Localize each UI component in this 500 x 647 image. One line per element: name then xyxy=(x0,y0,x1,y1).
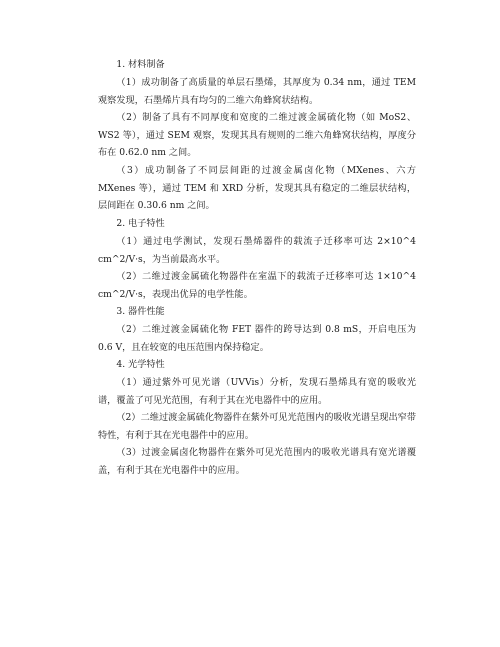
paragraph-graphene-mobility: （1）通过电学测试，发现石墨烯器件的载流子迁移率可达 2×10^4 cm^2/V·s，为当前最高水平。 xyxy=(98,236,416,265)
section-heading-optical: 4. 光学特性 xyxy=(116,359,165,370)
paragraph-tmd-absorption: （2）二维过渡金属硫化物器件在紫外可见光范围内的吸收光谱呈现出窄带特性，有利于其在光电器件中的应用。 xyxy=(98,412,416,441)
section-heading-device: 3. 器件性能 xyxy=(116,306,165,317)
paragraph-fet-performance: （2）二维过渡金属硫化物 FET 器件的跨导达到 0.8 mS，开启电压为 0.6 V，且在较宽的电压范围内保持稳定。 xyxy=(98,324,416,353)
paragraph-tmd-mobility: （2）二维过渡金属硫化物器件在室温下的载流子迁移率可达 1×10^4 cm^2/V·s，表现出优异的电学性能。 xyxy=(98,271,416,300)
paragraph-tmd-prep: （2）制备了具有不同厚度和宽度的二维过渡金属硫化物（如 MoS2、WS2 等），通过 SEM 观察，发现其具有规则的二维六角蜂窝状结构，厚度分布在 0.62.0 nm 之间。 xyxy=(98,112,416,159)
paragraph-mxene-prep: （3）成功制备了不同层间距的过渡金属卤化物（MXenes、六方 MXenes 等），通过 TEM 和 XRD 分析，发现其具有稳定的二维层状结构，层间距在 0.30.6 nm 之间。 xyxy=(98,165,416,212)
section-heading-materials: 1. 材料制备 xyxy=(116,59,165,70)
paragraph-halide-absorption: （3）过渡金属卤化物器件在紫外可见光范围内的吸收光谱具有宽光谱覆盖，有利于其在光电器件中的应用。 xyxy=(98,447,416,476)
paragraph-graphene-absorption: （1）通过紫外可见光谱（UVVis）分析，发现石墨烯具有宽的吸收光谱，覆盖了可见光范围，有利于其在光电器件中的应用。 xyxy=(98,377,416,406)
section-heading-electronic: 2. 电子特性 xyxy=(116,218,165,229)
paragraph-graphene-prep: （1）成功制备了高质量的单层石墨烯，其厚度为 0.34 nm，通过 TEM 观察发现，石墨烯片具有均匀的二维六角蜂窝状结构。 xyxy=(98,77,416,106)
